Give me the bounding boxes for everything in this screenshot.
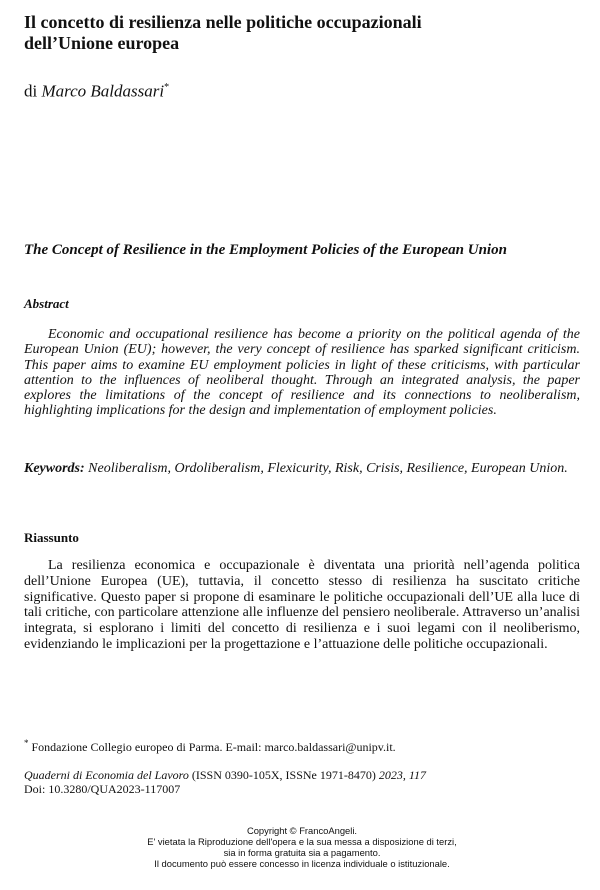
abstract-heading: Abstract xyxy=(24,296,69,311)
english-title: The Concept of Resilience in the Employment Policies of the European Union xyxy=(24,242,507,258)
author-prefix: di xyxy=(24,81,42,101)
paper-title-line1: Il concetto di resilienza nelle politiche occupazionali xyxy=(24,12,422,32)
copyright-line2: E' vietata la Riproduzione dell'opera e la sua messa a disposizione di terzi, xyxy=(147,836,457,847)
journal-volume: 2023, 117 xyxy=(378,768,426,782)
journal-citation xyxy=(24,768,580,796)
author-affiliation-footnote xyxy=(24,738,580,755)
doi-text: Doi: 10.3280/QUA2023-117007 xyxy=(24,782,181,796)
author-footnote-mark: * xyxy=(164,82,170,93)
affiliation-text: Fondazione Collegio europeo di Parma. E-mail: marco.baldassari@unipv.it. xyxy=(31,740,396,754)
copyright-line4: Il documento può essere concesso in licenza individuale o istituzionale. xyxy=(154,858,450,869)
author-line xyxy=(24,78,169,102)
author-name: Marco Baldassari xyxy=(41,81,165,101)
paper-title xyxy=(24,12,580,54)
journal-issn: (ISSN 0390-105X, ISSNe 1971-8470) xyxy=(188,768,379,782)
abstract-text: Economic and occupational resilience has become a priority on the political agenda of the European Union (EU); however, the very concept of resilience has sparked significant criticism. This paper aims to examine EU employment policies in light of these criticisms, with particular attention to the influences of neoliberal thought. Through an integrated analysis, the paper explores the limitations of the concept of resilience and its connections to neoliberalism, highlighting implications for the design and implementation of employment policies. xyxy=(24,327,580,419)
journal-name: Quaderni di Economia del Lavoro xyxy=(24,768,189,782)
copyright-notice xyxy=(24,825,580,869)
paper-title-line2: dell’Unione europea xyxy=(24,33,180,53)
riassunto-heading: Riassunto xyxy=(24,530,79,545)
keywords-label: Keywords: xyxy=(24,461,85,476)
copyright-line1: Copyright © FrancoAngeli. xyxy=(246,825,358,836)
keywords-text: Neoliberalism, Ordoliberalism, Flexicurity, Risk, Crisis, Resilience, European Union. xyxy=(88,461,568,476)
keywords xyxy=(24,461,580,477)
copyright-line3: sia in forma gratuita sia a pagamento. xyxy=(223,847,381,858)
footnote-mark: * xyxy=(24,738,29,748)
riassunto-text: La resilienza economica e occupazionale è diventata una priorità nell’agenda politica dell’Unione Europea (UE), tuttavia, il concetto stesso di resilienza ha suscitato critiche significative. Questo paper si propone di esaminare le politiche occupazionali dell’UE alla luce di tali critiche, con particolare attenzione alle influenze del pensiero neoliberale. Attraverso un’analisi integrata, si esplorano i limiti del concetto di resilienza e i suoi legami con il neoliberismo, evidenziando le implicazioni per la progettazione e l’attuazione delle politiche occupazionali. xyxy=(24,558,580,652)
